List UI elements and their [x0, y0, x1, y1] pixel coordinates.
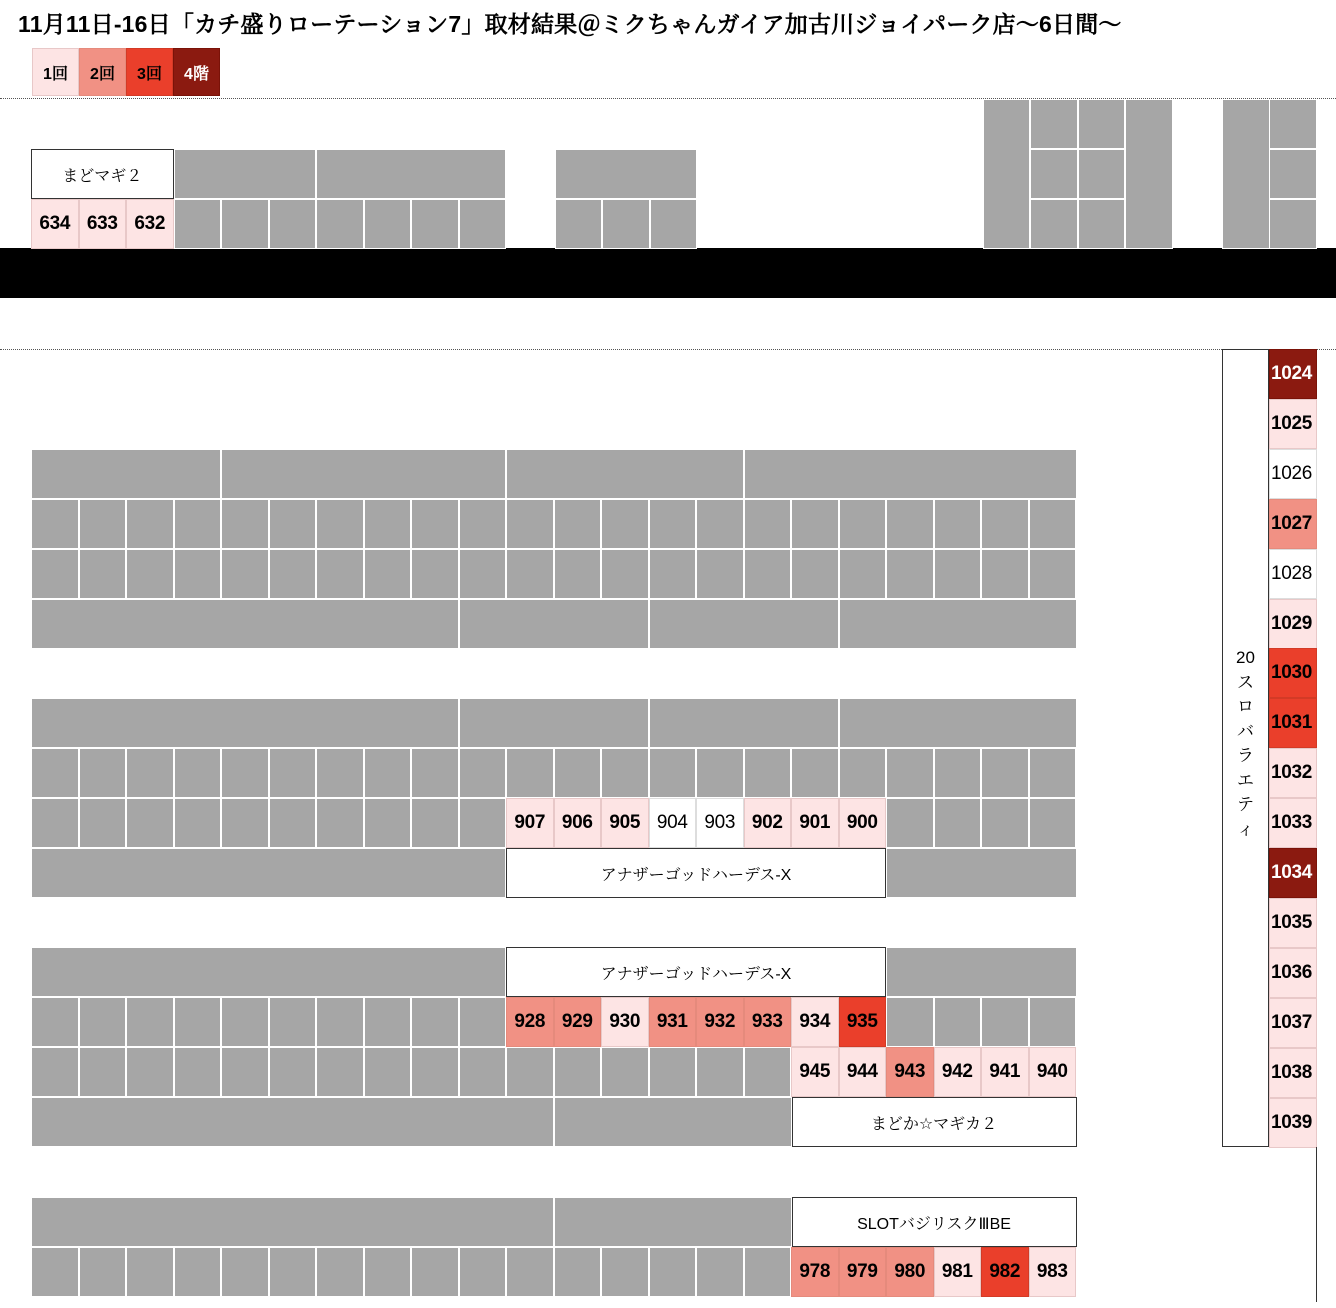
- empty-cell: [31, 947, 506, 997]
- legend-3: 3回: [126, 48, 173, 96]
- empty-cell: [316, 1247, 364, 1297]
- machine-cell: 942: [934, 1047, 982, 1097]
- empty-cell: [886, 997, 934, 1047]
- machine-cell: 634: [31, 199, 79, 249]
- empty-cell: [839, 748, 887, 798]
- empty-cell: [126, 549, 174, 599]
- machine-label: アナザーゴッドハーデス-X: [506, 848, 886, 898]
- empty-cell: [31, 449, 221, 499]
- empty-cell: [316, 1047, 364, 1097]
- empty-cell: [934, 748, 982, 798]
- machine-cell: 944: [839, 1047, 887, 1097]
- empty-cell: [791, 748, 839, 798]
- empty-cell: [981, 748, 1029, 798]
- empty-cell: [839, 499, 887, 549]
- empty-cell: [221, 748, 269, 798]
- empty-cell: [221, 199, 269, 249]
- machine-cell: 1037: [1269, 998, 1317, 1048]
- machine-cell: 1029: [1269, 599, 1317, 649]
- machine-cell: 900: [839, 798, 887, 848]
- machine-cell: 934: [791, 997, 839, 1047]
- empty-cell: [696, 499, 744, 549]
- empty-cell: [934, 798, 982, 848]
- empty-cell: [459, 1247, 507, 1297]
- machine-cell: 928: [506, 997, 554, 1047]
- machine-cell: 980: [886, 1247, 934, 1297]
- empty-cell: [411, 549, 459, 599]
- empty-cell: [174, 149, 317, 199]
- empty-cell: [174, 499, 222, 549]
- empty-cell: [886, 499, 934, 549]
- empty-cell: [744, 549, 792, 599]
- empty-cell: [934, 499, 982, 549]
- empty-cell: [221, 1047, 269, 1097]
- empty-cell: [886, 549, 934, 599]
- empty-cell: [364, 499, 412, 549]
- machine-cell: 941: [981, 1047, 1029, 1097]
- machine-cell: 1035: [1269, 898, 1317, 948]
- empty-cell: [364, 748, 412, 798]
- empty-cell: [31, 499, 79, 549]
- machine-cell: 1034: [1269, 848, 1317, 898]
- empty-cell: [364, 549, 412, 599]
- empty-cell: [601, 549, 649, 599]
- empty-cell: [1078, 149, 1126, 199]
- machine-cell: 933: [744, 997, 792, 1047]
- empty-cell: [1029, 499, 1077, 549]
- machine-cell: 1030: [1269, 648, 1317, 698]
- empty-cell: [601, 748, 649, 798]
- empty-cell: [886, 947, 1077, 997]
- empty-cell: [126, 748, 174, 798]
- empty-cell: [31, 1197, 554, 1247]
- empty-cell: [601, 1047, 649, 1097]
- empty-cell: [981, 997, 1029, 1047]
- legend-2: 2回: [79, 48, 126, 96]
- empty-cell: [1078, 99, 1126, 149]
- variety-label-box: [1222, 349, 1269, 1147]
- empty-cell: [554, 1247, 602, 1297]
- empty-cell: [459, 199, 507, 249]
- machine-cell: 1039: [1269, 1098, 1317, 1148]
- empty-cell: [316, 997, 364, 1047]
- empty-cell: [1030, 199, 1078, 249]
- empty-cell: [555, 149, 698, 199]
- empty-cell: [316, 199, 364, 249]
- machine-cell: 935: [839, 997, 887, 1047]
- empty-cell: [79, 499, 127, 549]
- empty-cell: [744, 1247, 792, 1297]
- empty-cell: [1029, 798, 1077, 848]
- empty-cell: [981, 549, 1029, 599]
- empty-cell: [459, 1047, 507, 1097]
- empty-cell: [506, 748, 554, 798]
- empty-cell: [79, 1047, 127, 1097]
- empty-cell: [981, 798, 1029, 848]
- empty-cell: [1029, 748, 1077, 798]
- empty-cell: [696, 1047, 744, 1097]
- empty-cell: [31, 1247, 79, 1297]
- empty-cell: [649, 1247, 697, 1297]
- empty-cell: [269, 199, 317, 249]
- empty-cell: [459, 698, 649, 748]
- empty-cell: [744, 499, 792, 549]
- empty-cell: [31, 748, 79, 798]
- empty-cell: [411, 1047, 459, 1097]
- empty-cell: [126, 798, 174, 848]
- machine-label: SLOTバジリスクⅢBE: [792, 1197, 1077, 1247]
- empty-cell: [554, 1097, 792, 1147]
- empty-cell: [79, 997, 127, 1047]
- empty-cell: [411, 1247, 459, 1297]
- empty-cell: [1029, 997, 1077, 1047]
- empty-cell: [554, 1197, 792, 1247]
- empty-cell: [696, 748, 744, 798]
- empty-cell: [174, 1247, 222, 1297]
- empty-cell: [459, 997, 507, 1047]
- empty-cell: [1269, 149, 1317, 199]
- empty-cell: [650, 199, 698, 249]
- machine-cell: 1025: [1269, 399, 1317, 449]
- empty-cell: [554, 1047, 602, 1097]
- empty-cell: [411, 199, 459, 249]
- empty-cell: [649, 698, 839, 748]
- empty-cell: [31, 599, 459, 649]
- machine-cell: 1032: [1269, 748, 1317, 798]
- empty-cell: [555, 199, 603, 249]
- empty-cell: [1125, 99, 1173, 249]
- empty-cell: [744, 748, 792, 798]
- empty-cell: [506, 1047, 554, 1097]
- empty-cell: [981, 499, 1029, 549]
- machine-cell: 1036: [1269, 948, 1317, 998]
- empty-cell: [839, 549, 887, 599]
- machine-label: まどか☆マギカ２: [792, 1097, 1077, 1147]
- empty-cell: [31, 1097, 554, 1147]
- empty-cell: [31, 997, 79, 1047]
- empty-cell: [886, 748, 934, 798]
- empty-cell: [269, 499, 317, 549]
- machine-cell: 981: [934, 1247, 982, 1297]
- empty-cell: [791, 549, 839, 599]
- empty-cell: [411, 997, 459, 1047]
- empty-cell: [411, 798, 459, 848]
- empty-cell: [174, 199, 222, 249]
- machine-cell: 932: [696, 997, 744, 1047]
- machine-cell: 978: [791, 1247, 839, 1297]
- empty-cell: [364, 199, 412, 249]
- machine-cell: 929: [554, 997, 602, 1047]
- empty-cell: [126, 1047, 174, 1097]
- empty-cell: [79, 549, 127, 599]
- empty-cell: [601, 1247, 649, 1297]
- machine-cell: 907: [506, 798, 554, 848]
- empty-cell: [221, 997, 269, 1047]
- empty-cell: [126, 1247, 174, 1297]
- variety-label: 20 ス ロ バ ラ エ テ ィ: [1236, 648, 1255, 839]
- empty-cell: [1030, 149, 1078, 199]
- empty-cell: [886, 848, 1077, 898]
- empty-cell: [174, 748, 222, 798]
- empty-cell: [934, 549, 982, 599]
- machine-cell: 943: [886, 1047, 934, 1097]
- empty-cell: [221, 1247, 269, 1297]
- empty-cell: [459, 599, 649, 649]
- empty-cell: [602, 199, 650, 249]
- empty-cell: [839, 698, 1077, 748]
- empty-cell: [696, 1247, 744, 1297]
- empty-cell: [649, 748, 697, 798]
- machine-cell: 1038: [1269, 1048, 1317, 1098]
- machine-label: アナザーゴッドハーデス-X: [506, 947, 886, 997]
- empty-cell: [459, 798, 507, 848]
- empty-cell: [221, 798, 269, 848]
- machine-cell: 1024: [1269, 349, 1317, 399]
- legend: [32, 48, 220, 98]
- empty-cell: [554, 499, 602, 549]
- empty-cell: [649, 599, 839, 649]
- empty-cell: [316, 798, 364, 848]
- empty-cell: [554, 549, 602, 599]
- machine-cell: 1028: [1269, 549, 1317, 599]
- empty-cell: [174, 798, 222, 848]
- empty-cell: [269, 549, 317, 599]
- black-band: [0, 248, 1336, 298]
- machine-cell: 902: [744, 798, 792, 848]
- machine-label: まどマギ２: [31, 149, 174, 199]
- empty-cell: [269, 1247, 317, 1297]
- empty-cell: [364, 1247, 412, 1297]
- empty-cell: [1029, 549, 1077, 599]
- empty-cell: [269, 798, 317, 848]
- empty-cell: [364, 1047, 412, 1097]
- empty-cell: [79, 798, 127, 848]
- machine-cell: 1033: [1269, 798, 1317, 848]
- machine-cell: 901: [791, 798, 839, 848]
- empty-cell: [1222, 99, 1270, 249]
- empty-cell: [316, 499, 364, 549]
- empty-cell: [269, 748, 317, 798]
- machine-cell: 1027: [1269, 499, 1317, 549]
- empty-cell: [79, 1247, 127, 1297]
- empty-cell: [126, 499, 174, 549]
- empty-cell: [744, 1047, 792, 1097]
- empty-cell: [554, 748, 602, 798]
- machine-cell: 1031: [1269, 698, 1317, 748]
- machine-cell: 982: [981, 1247, 1029, 1297]
- empty-cell: [459, 499, 507, 549]
- machine-cell: 979: [839, 1247, 887, 1297]
- empty-cell: [983, 99, 1031, 249]
- empty-cell: [1078, 199, 1126, 249]
- empty-cell: [506, 449, 744, 499]
- machine-cell: 983: [1029, 1247, 1077, 1297]
- empty-cell: [316, 748, 364, 798]
- empty-cell: [31, 848, 506, 898]
- machine-cell: 930: [601, 997, 649, 1047]
- empty-cell: [31, 698, 459, 748]
- empty-cell: [506, 499, 554, 549]
- page-title: 11月11日-16日「カチ盛りローテーション7」取材結果＠ミクちゃんガイア加古川ジョイパーク店〜6日間〜: [18, 11, 1122, 37]
- empty-cell: [316, 149, 506, 199]
- empty-cell: [364, 997, 412, 1047]
- empty-cell: [79, 748, 127, 798]
- empty-cell: [744, 449, 1077, 499]
- empty-cell: [269, 997, 317, 1047]
- machine-cell: 903: [696, 798, 744, 848]
- empty-cell: [459, 549, 507, 599]
- empty-cell: [221, 449, 506, 499]
- machine-cell: 905: [601, 798, 649, 848]
- empty-cell: [174, 1047, 222, 1097]
- empty-cell: [839, 599, 1077, 649]
- empty-cell: [506, 1247, 554, 1297]
- empty-cell: [364, 798, 412, 848]
- empty-cell: [459, 748, 507, 798]
- empty-cell: [126, 997, 174, 1047]
- empty-cell: [601, 499, 649, 549]
- machine-cell: 945: [791, 1047, 839, 1097]
- empty-cell: [31, 549, 79, 599]
- empty-cell: [696, 549, 744, 599]
- empty-cell: [886, 798, 934, 848]
- empty-cell: [649, 549, 697, 599]
- empty-cell: [411, 748, 459, 798]
- legend-4: 4階: [173, 48, 220, 96]
- empty-cell: [649, 1047, 697, 1097]
- empty-cell: [269, 1047, 317, 1097]
- legend-1: 1回: [32, 48, 79, 96]
- empty-cell: [1269, 99, 1317, 149]
- machine-cell: 904: [649, 798, 697, 848]
- machine-cell: 1026: [1269, 449, 1317, 499]
- empty-cell: [31, 798, 79, 848]
- empty-cell: [1269, 199, 1317, 249]
- empty-cell: [221, 499, 269, 549]
- empty-cell: [934, 997, 982, 1047]
- empty-cell: [31, 1047, 79, 1097]
- right-border: [1316, 1147, 1317, 1302]
- machine-cell: 633: [79, 199, 127, 249]
- machine-cell: 940: [1029, 1047, 1077, 1097]
- empty-cell: [411, 499, 459, 549]
- empty-cell: [1030, 99, 1078, 149]
- divider-mid: [0, 349, 1336, 350]
- empty-cell: [221, 549, 269, 599]
- machine-cell: 906: [554, 798, 602, 848]
- empty-cell: [316, 549, 364, 599]
- machine-cell: 931: [649, 997, 697, 1047]
- empty-cell: [649, 499, 697, 549]
- empty-cell: [174, 549, 222, 599]
- empty-cell: [506, 549, 554, 599]
- empty-cell: [174, 997, 222, 1047]
- empty-cell: [791, 499, 839, 549]
- machine-cell: 632: [126, 199, 174, 249]
